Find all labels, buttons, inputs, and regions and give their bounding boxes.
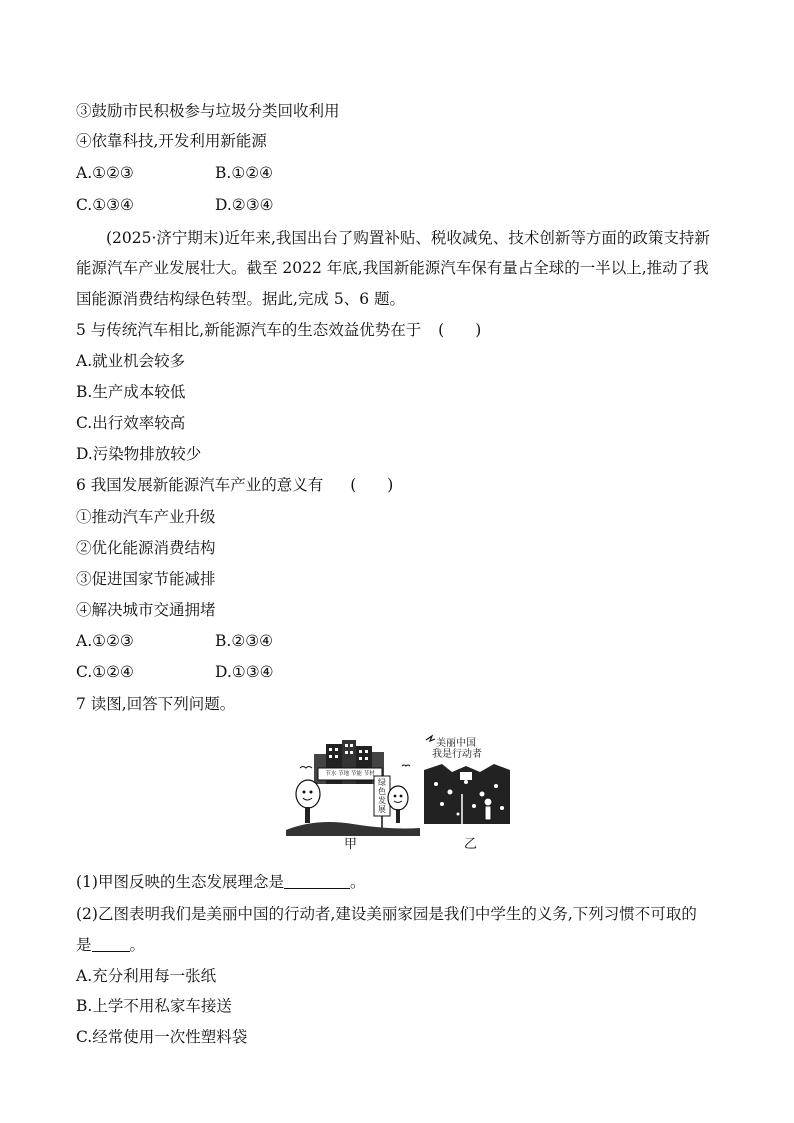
q7-sub2-end: 。 (129, 936, 146, 954)
q5-stem-text: 5 与传统汽车相比,新能源汽车的生态效益优势在于 (76, 321, 422, 339)
cartoon-jia-illustration (286, 738, 420, 836)
passage-line-2: 能源汽车产业发展壮大。截至 2022 年底,我国新能源汽车保有量占全球的一半以上,推动了我 (76, 259, 709, 277)
q4-option-d: D.②③④ (215, 196, 274, 214)
q7-sub1-end: 。 (349, 873, 366, 891)
q6-option-c: C.①②④ (76, 663, 134, 681)
figure-label-yi: 乙 (464, 837, 478, 852)
q7-option-b: B.上学不用私家车接送 (76, 997, 232, 1015)
q5-option-d: D.污染物排放较少 (76, 445, 202, 463)
q7-sub1-answer-blank[interactable] (284, 872, 350, 889)
q4-option-b: B.①②④ (215, 164, 274, 182)
q4-item-3: ③鼓励市民积极参与垃圾分类回收利用 (76, 102, 340, 120)
cartoon-sign-top: 节水 节地 节能 节材 (325, 771, 375, 777)
q4-option-c: C.①③④ (76, 196, 134, 214)
q6-item-4: ④解决城市交通拥堵 (76, 601, 216, 619)
q7-sub1-text: (1)甲图反映的生态发展理念是 (76, 873, 284, 891)
q5-option-a: A.就业机会较多 (76, 352, 186, 370)
q7-option-a: A.充分利用每一张纸 (76, 967, 217, 985)
q6-option-b: B.②③④ (215, 632, 274, 650)
q7-sub2-text: 是 (76, 936, 92, 954)
q7-sub1 (76, 872, 365, 892)
passage-line-3: 国能源消费结构绿色转型。据此,完成 5、6 题。 (76, 290, 406, 308)
q6-stem-text: 6 我国发展新能源汽车产业的意义有 (76, 476, 324, 494)
q6-item-1: ①推动汽车产业升级 (76, 508, 216, 526)
q5-option-b: B.生产成本较低 (76, 383, 186, 401)
q7-sub2-line-1: (2)乙图表明我们是美丽中国的行动者,建设美丽家园是我们中学生的义务,下列习惯不可取的 (76, 905, 697, 923)
q6-option-d: D.①③④ (215, 663, 274, 681)
q4-item-4: ④依靠科技,开发利用新能源 (76, 132, 267, 150)
poster-title-line-2: 我是行动者 (432, 749, 482, 760)
q5-option-c: C.出行效率较高 (76, 414, 186, 432)
passage-line-1: (2025·济宁期末)近年来,我国出台了购置补贴、税收减免、技术创新等方面的政策支持新 (106, 229, 710, 247)
q4-option-a: A.①②③ (76, 164, 134, 182)
figure-label-jia: 甲 (344, 837, 358, 852)
q7-option-c: C.经常使用一次性塑料袋 (76, 1028, 248, 1046)
q7-sub2-line-2 (76, 935, 145, 955)
q5-answer-paren: ( ) (438, 321, 482, 339)
q6-item-2: ②优化能源消费结构 (76, 539, 216, 557)
q7-stem: 7 读图,回答下列问题。 (76, 695, 236, 713)
cartoon-sign-side: 绿色发展 (378, 778, 386, 814)
poster-title-line-1: 美丽中国 (436, 738, 476, 749)
q7-figure (286, 732, 514, 852)
q7-sub2-answer-blank[interactable] (92, 935, 130, 952)
q6-option-a: A.①②③ (76, 632, 134, 650)
q5-stem (76, 320, 481, 340)
q6-item-3: ③促进国家节能减排 (76, 570, 216, 588)
q6-stem (76, 475, 393, 495)
q6-answer-paren: ( ) (350, 476, 394, 494)
